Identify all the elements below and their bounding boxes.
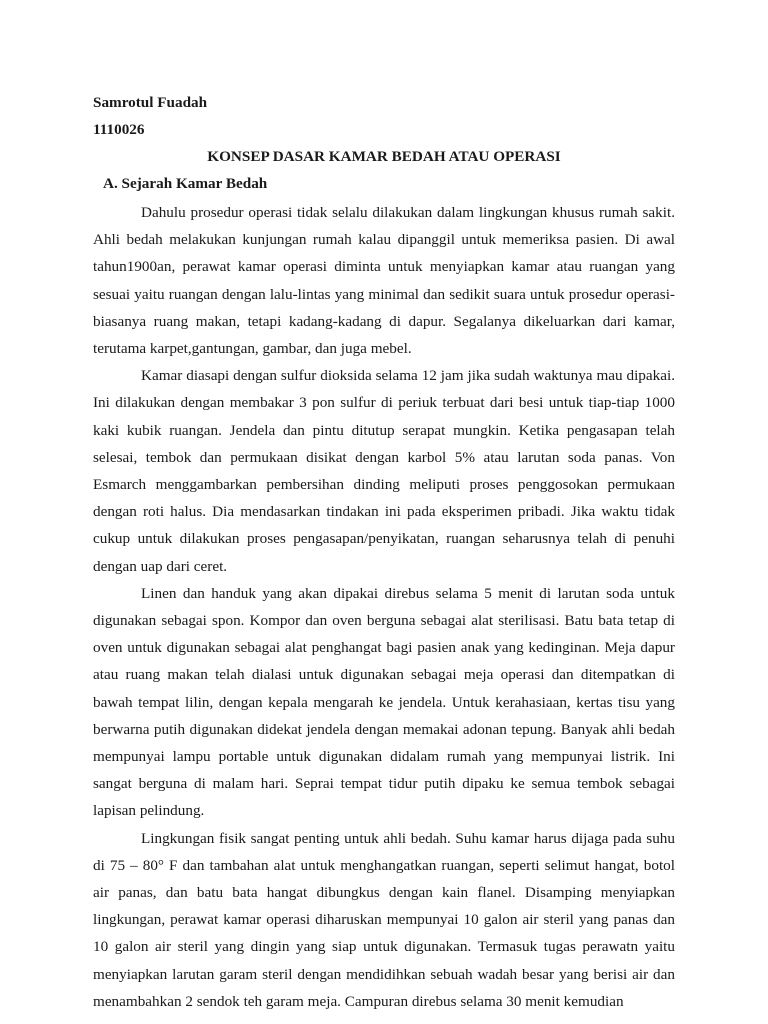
- document-title: KONSEP DASAR KAMAR BEDAH ATAU OPERASI: [207, 148, 561, 165]
- paragraph-3: Linen dan handuk yang akan dipakai direbus selama 5 menit di larutan soda untuk digunakan sebagai spon. Kompor dan oven berguna sebagai alat sterilisasi. Batu bata tetap di oven untuk digunakan sebagai alat penghangat bagi pasien anak yang kedinginan. Meja dapur atau ruang makan telah dialasi untuk digunakan sebagai meja operasi dan ditempatkan di bawah tempat lilin, dengan kepala mengarah ke jendela. Untuk kerahasiaan, kertas tisu yang berwarna putih digunakan didekat jendela dengan memakai adonan tepung. Banyak ahli bedah mempunyai lampu portable untuk digunakan didalam rumah yang mempunyai listrik. Ini sangat berguna di malam hari. Seprai tempat tidur putih dipaku ke semua tembok sebagai lapisan pelindung.: [93, 584, 675, 820]
- paragraph-1: Dahulu prosedur operasi tidak selalu dilakukan dalam lingkungan khusus rumah sakit. Ahli bedah melakukan kunjungan rumah kalau dipanggil untuk memeriksa pasien. Di awal tahun1900an, perawat kamar operasi diminta untuk menyiapkan kamar atau ruangan yang sesuai yaitu ruangan dengan lalu-lintas yang minimal dan sedikit suara untuk prosedur operasi-biasanya ruang makan, tetapi kadang-kadang di dapur. Segalanya dikeluarkan dari kamar, terutama karpet,gantungan, gambar, dan juga mebel.: [93, 204, 675, 358]
- section-heading: A. Sejarah Kamar Bedah: [103, 175, 268, 192]
- paragraph-4: Lingkungan fisik sangat penting untuk ahli bedah. Suhu kamar harus dijaga pada suhu di 75 – 80° F dan tambahan alat untuk menghangatkan ruangan, seperti selimut hangat, botol air panas, dan batu bata hangat dibungkus dengan kain flanel. Disamping menyiapkan lingkungan, perawat kamar operasi diharuskan mempunyai 10 galon air steril yang panas dan 10 galon air steril yang dingin yang siap untuk digunakan. Termasuk tugas perawatn yaitu menyiapkan larutan garam steril dengan mendidihkan sebuah wadah besar yang berisi air dan menambahkan 2 sendok teh garam meja. Campuran direbus selama 30 menit kemudian: [93, 829, 675, 1010]
- document-page: [93, 91, 675, 1015]
- student-id: 1110026: [93, 121, 145, 138]
- author-name: Samrotul Fuadah: [93, 94, 208, 111]
- paragraph-2: Kamar diasapi dengan sulfur dioksida selama 12 jam jika sudah waktunya mau dipakai. Ini dilakukan dengan membakar 3 pon sulfur di periuk terbuat dari besi untuk tiap-tiap 1000 kaki kubik ruangan. Jendela dan pintu ditutup serapat mungkin. Ketika pengasapan telah selesai, tembok dan permukaan disikat dengan karbol 5% atau larutan soda panas. Von Esmarch menggambarkan pembersihan dinding meliputi proses penggosokan permukaan dengan roti halus. Dia mendasarkan tindakan ini pada eksperimen pribadi. Jika waktu tidak cukup untuk dilakukan proses pengasapan/penyikatan, ruangan seharusnya telah di penuhi dengan uap dari ceret.: [93, 367, 675, 575]
